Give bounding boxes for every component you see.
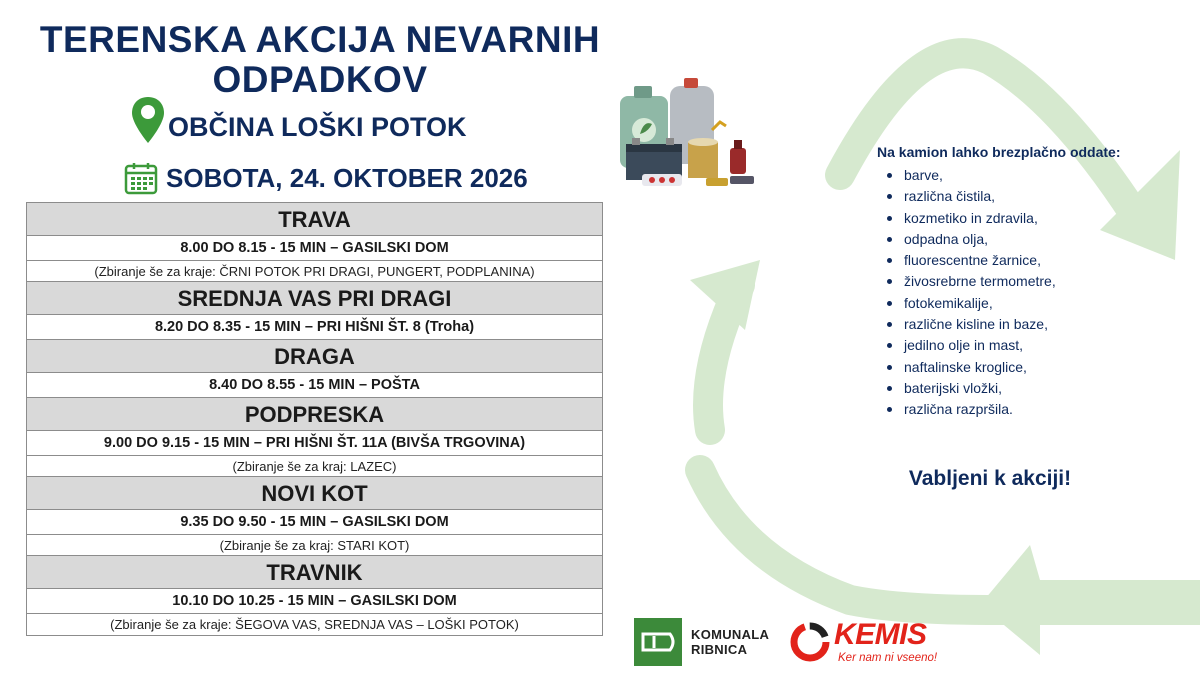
location-header: TRAVNIK	[27, 556, 602, 589]
time-row: 8.20 DO 8.35 - 15 MIN – PRI HIŠNI ŠT. 8 (Troha)	[27, 315, 602, 340]
date-row	[124, 160, 528, 196]
list-item: odpadna olja,	[877, 229, 1137, 250]
kemis-slogan: Ker nam ni vseeno!	[838, 652, 938, 664]
list-item: fluorescentne žarnice,	[877, 250, 1137, 271]
komunala-logo-icon	[634, 618, 682, 666]
municipality-name: OBČINA LOŠKI POTOK	[168, 111, 467, 142]
list-item: baterijski vložki,	[877, 378, 1137, 399]
note-row: (Zbiranje še za kraje: ČRNI POTOK PRI DRAGI, PUNGERT, PODPLANINA)	[27, 261, 602, 282]
time-row: 8.00 DO 8.15 - 15 MIN – GASILSKI DOM	[27, 236, 602, 261]
list-item: kozmetiko in zdravila,	[877, 208, 1137, 229]
komunala-ribnica-logo	[634, 618, 769, 666]
kemis-name: KEMIS	[834, 618, 927, 651]
list-item: živosrebrne termometre,	[877, 271, 1137, 292]
list-item: različna čistila,	[877, 186, 1137, 207]
location-header: NOVI KOT	[27, 477, 602, 510]
list-item: različna razpršila.	[877, 399, 1137, 420]
accepted-items-list	[877, 165, 1137, 421]
hazardous-containers-illustration	[612, 74, 762, 194]
list-item: jedilno olje in mast,	[877, 335, 1137, 356]
location-header: DRAGA	[27, 340, 602, 373]
location-header: SREDNJA VAS PRI DRAGI	[27, 282, 602, 315]
list-item: barve,	[877, 165, 1137, 186]
kemis-logo-icon	[788, 620, 832, 664]
kemis-logo	[788, 620, 937, 664]
invitation-text: Vabljeni k akciji!	[908, 467, 1072, 490]
calendar-icon	[124, 161, 158, 195]
list-item: naftalinske kroglice,	[877, 357, 1137, 378]
accepted-waste-info	[877, 142, 1137, 421]
note-row: (Zbiranje še za kraj: STARI KOT)	[27, 535, 602, 556]
list-item: različne kisline in baze,	[877, 314, 1137, 335]
municipality-row	[130, 95, 467, 145]
location-pin-icon	[130, 95, 166, 145]
time-row: 9.35 DO 9.50 - 15 MIN – GASILSKI DOM	[27, 510, 602, 535]
list-item: fotokemikalije,	[877, 293, 1137, 314]
time-row: 8.40 DO 8.55 - 15 MIN – POŠTA	[27, 373, 602, 398]
info-intro: Na kamion lahko brezplačno oddate:	[877, 144, 1121, 160]
page-title: TERENSKA AKCIJA NEVARNIH ODPADKOV	[39, 19, 601, 100]
event-date: SOBOTA, 24. OKTOBER 2026	[166, 162, 528, 193]
location-header: TRAVA	[27, 203, 602, 236]
time-row: 9.00 DO 9.15 - 15 MIN – PRI HIŠNI ŠT. 11A (BIVŠA TRGOVINA)	[27, 431, 602, 456]
note-row: (Zbiranje še za kraj: LAZEC)	[27, 456, 602, 477]
komunala-line1: KOMUNALA	[691, 627, 770, 642]
komunala-line2: RIBNICA	[691, 642, 748, 657]
schedule-table	[26, 202, 603, 636]
note-row: (Zbiranje še za kraje: ŠEGOVA VAS, SREDNJA VAS – LOŠKI POTOK)	[27, 614, 602, 635]
time-row: 10.10 DO 10.25 - 15 MIN – GASILSKI DOM	[27, 589, 602, 614]
location-header: PODPRESKA	[27, 398, 602, 431]
